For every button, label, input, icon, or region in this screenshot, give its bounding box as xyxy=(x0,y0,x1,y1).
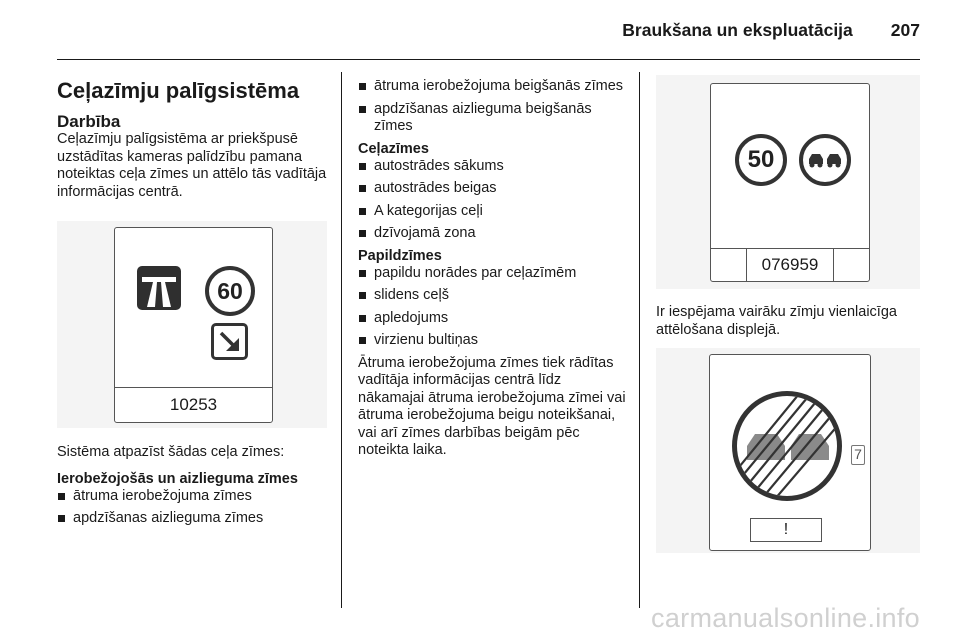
column-2 xyxy=(358,78,628,460)
list-item: slidens ceļš xyxy=(358,287,628,305)
list-item: autostrādes beigas xyxy=(358,180,628,198)
list-item: autostrādes sākums xyxy=(358,158,628,176)
list-item: A kategorijas ceļi xyxy=(358,203,628,221)
display-code: 076959 xyxy=(746,249,834,281)
column-3 xyxy=(656,304,924,339)
page-header xyxy=(622,20,920,41)
column-1 xyxy=(57,78,329,201)
multi-sign-paragraph: Ir iespējama vairāku zīmju vienlaicīga attēlošana displejā. xyxy=(656,304,897,338)
recognition-intro: Sistēma atpazīst šādas ceļa zīmes: xyxy=(57,444,285,460)
road-signs-list xyxy=(358,158,628,243)
code-strip xyxy=(711,248,869,281)
list-item: apdzīšanas aizlieguma beigšanās zīmes xyxy=(358,101,628,136)
list-heading-supplementary: Papildzīmes xyxy=(358,247,442,264)
speed-limit-sign xyxy=(735,134,787,186)
restrictive-signs-list xyxy=(57,488,332,528)
figure-display-1 xyxy=(57,221,327,428)
display-panel xyxy=(709,354,871,551)
motorway-sign-icon xyxy=(137,266,181,310)
supplementary-mark: ! xyxy=(783,521,789,538)
list-item: ātruma ierobežojuma zīmes xyxy=(57,488,332,506)
list-heading-restrictive: Ierobežojošās un aizlieguma zīmes xyxy=(57,470,298,487)
section-title: Ceļazīmju palīgsistēma xyxy=(57,78,300,103)
display-code: 10253 xyxy=(169,395,218,414)
list-item: apdzīšanas aizlieguma zīmes xyxy=(57,510,332,528)
column-1-lower xyxy=(57,444,332,533)
header-title: Braukšana un ekspluatācija xyxy=(622,20,853,40)
no-overtaking-sign-icon xyxy=(799,134,851,186)
list-item: virzienu bultiņas xyxy=(358,332,628,350)
list-item: apledojums xyxy=(358,310,628,328)
list-heading-road-signs: Ceļazīmes xyxy=(358,140,429,157)
list-item: dzīvojamā zona xyxy=(358,225,628,243)
column-divider-1 xyxy=(341,72,342,608)
side-indicator: 7 xyxy=(851,445,865,465)
header-rule xyxy=(57,59,920,60)
end-of-no-overtaking-sign-icon xyxy=(732,391,842,501)
intro-paragraph: Ceļazīmju palīgsistēma ar priekšpusē uzstādītas kameras palīdzību pamana noteiktas ceļa zīmes un attēlo tās vadītāja informācijas centrā. xyxy=(57,131,327,200)
supplementary-signs-list xyxy=(358,265,628,350)
display-panel xyxy=(710,83,870,282)
restrictive-signs-list-cont xyxy=(358,78,628,136)
page-number: 207 xyxy=(890,20,920,40)
column-divider-2 xyxy=(639,72,640,608)
figure-display-2 xyxy=(656,75,920,289)
watermark: carmanualsonline.info xyxy=(651,603,920,633)
speed-limit-value: 60 xyxy=(217,277,243,304)
subsection-title: Darbība xyxy=(57,112,121,131)
display-panel xyxy=(114,227,273,423)
supplementary-sign xyxy=(750,518,822,542)
figure-display-3 xyxy=(656,348,920,553)
speed-limit-value: 50 xyxy=(747,146,775,173)
arrow-sign-icon xyxy=(211,323,248,360)
code-strip xyxy=(115,387,272,422)
speed-limit-paragraph: Ātruma ierobežojuma zīmes tiek rādītas vadītāja informācijas centrā līdz nākamajai ātruma ierobežojuma zīmei vai ātruma ierobežojuma beigu noteikšanai, vai arī zīmes darbības beigām pēc noteikta laika. xyxy=(358,354,626,458)
list-item: ātruma ierobežojuma beigšanās zīmes xyxy=(358,78,628,96)
list-item: papildu norādes par ceļazīmēm xyxy=(358,265,628,283)
speed-limit-sign xyxy=(205,266,255,316)
